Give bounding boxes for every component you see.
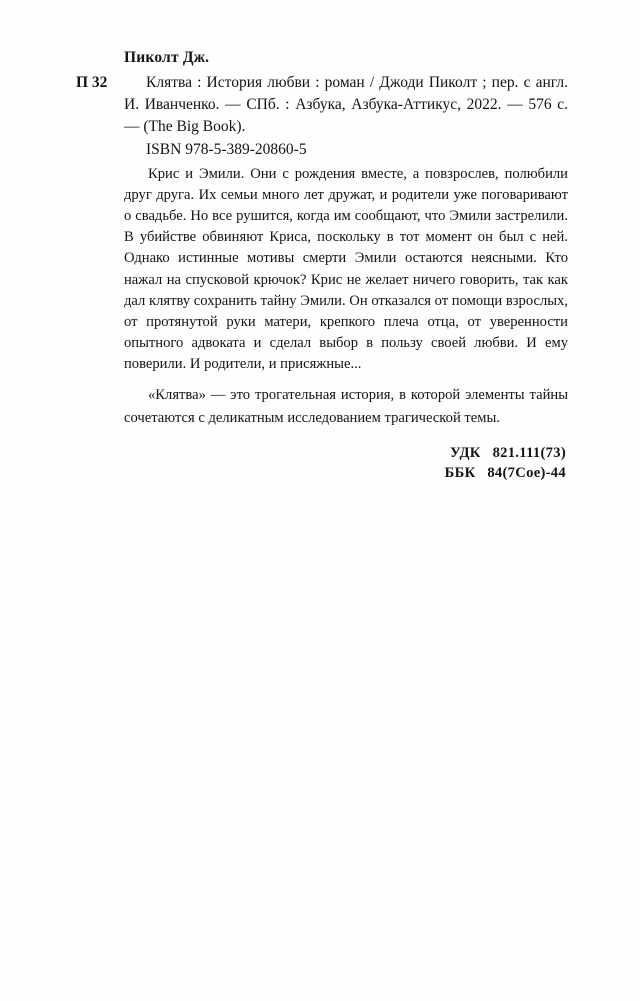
udk-label: УДК xyxy=(449,444,481,461)
author-heading: Пиколт Дж. xyxy=(124,49,210,66)
catalog-description-block xyxy=(76,72,568,138)
catalog-index: П 32 xyxy=(76,73,108,91)
catalog-entry-text: Клятва : История любви : роман / Джоди Пиколт ; пер. с англ. И. Иванченко. — СПб. : Азбука, Азбука-Аттикус, 2022. — 576 с. — (The Big Book). xyxy=(124,73,568,135)
bbk-value: 84(7Сое)-44 xyxy=(487,464,566,481)
annotation-paragraph-2: «Клятва» — это трогательная история, в которой элементы тайны сочетаются с деликатным исследованием трагической темы. xyxy=(124,387,568,426)
classification-codes xyxy=(76,443,568,483)
bbk-label: ББК xyxy=(444,464,476,481)
udk-line xyxy=(76,443,566,463)
udk-value: 821.111(73) xyxy=(492,444,566,461)
bbk-line xyxy=(76,463,566,483)
annotation-paragraph-1: Крис и Эмили. Они с рождения вместе, а повзрослев, полюбили друг друга. Их семьи много лет дружат, и родители уже поговаривают о свадьбе. Но все рушится, когда им сообщают, что Эмили застрелили. В убийстве обвиняют Криса, поскольку в тот момент он был с ней. Однако истинные мотивы смерти Эмили остаются неясными. Кто нажал на спусковой крючок? Крис не желает ничего говорить, так как дал клятву сохранить тайну Эмили. Он отказался от помощи взрослых, от протянутой руки матери, крепкого плеча отца, от уверенности опытного адвоката и сделал выбор в пользу своей любви. И ему поверили. И родители, и присяжные... xyxy=(124,165,568,373)
isbn-line: ISBN 978-5-389-20860-5 xyxy=(146,140,307,158)
catalog-card xyxy=(76,48,568,483)
